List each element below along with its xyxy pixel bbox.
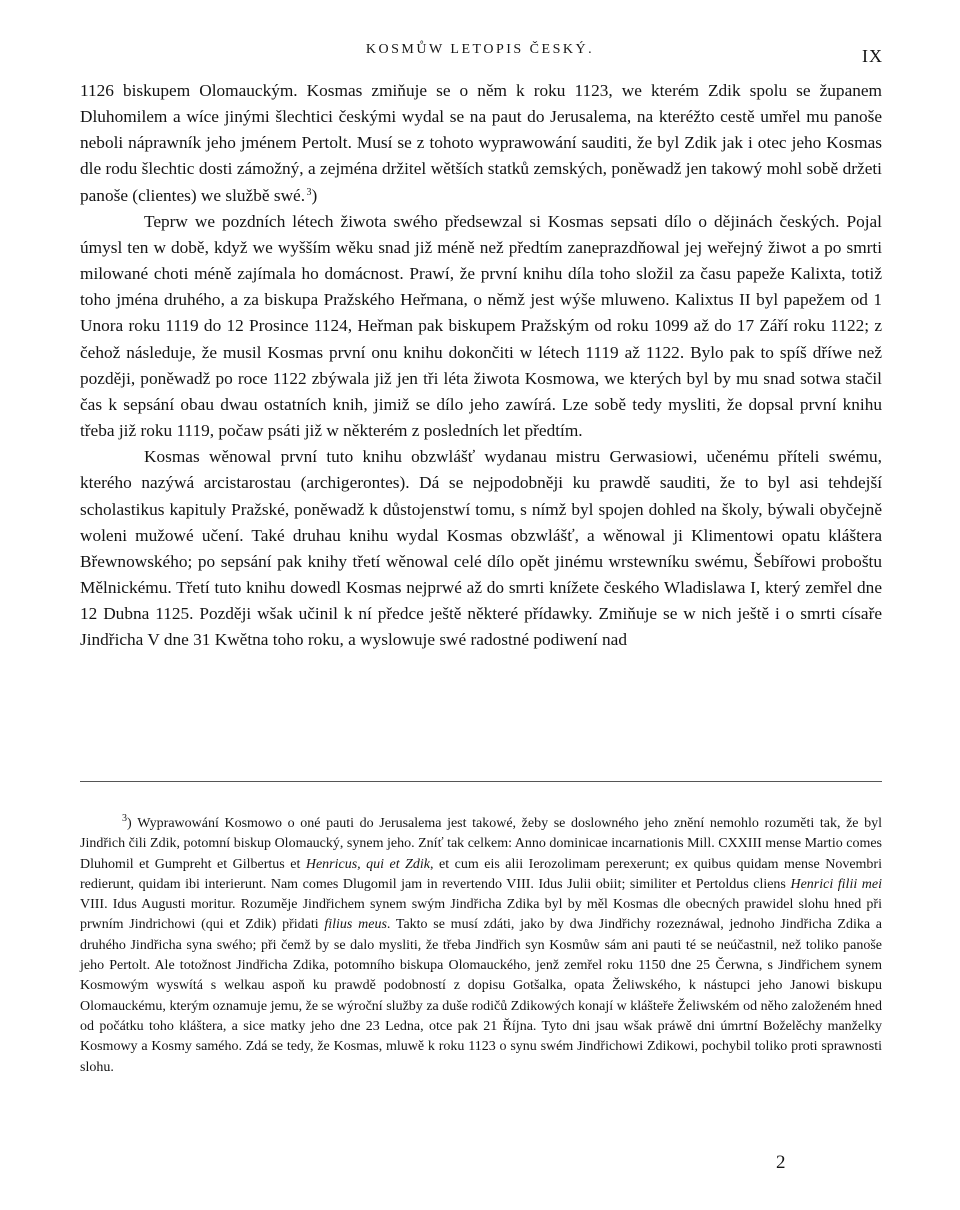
- paragraph-3: Kosmas wěnowal první tuto knihu obzwlášť wydanau mistru Gerwasiowi, učenému příteli swému, kterého nazýwá arcistarostau (archigerontes). Dá se nejpodobněji ku prawdě sauditi, že to byl asi tehdejší scholastikus kapituly Pražské, poněwadž k důstojenstwí tomu, s nímž byl spojen dohled na školy, býwali obyčejně woleni mužowé učení. Také druhau knihu wydal Kosmas obzwlášť, a wěnowal ji Klimentowi opatu kláštera Břewnowského; po sepsání pak knihy třetí wěnowal celé dílo opět jinému wrstewníku swému, Šebířowi proboštu Mělnickému. Třetí tuto knihu dowedl Kosmas nejprwé až do smrti knížete českého Wladislawa I, který zemřel dne 12 Dubna 1125. Později wšak učinil k ní předce ještě některé přídawky. Zmiňuje se w nich ještě i o smrti císaře Jindřicha V dne 31 Kwětna toho roku, a wyslowuje swé radostné podiwení nad: [80, 447, 882, 650]
- footnote-marker: 3: [122, 813, 127, 824]
- footnote-text-1: Wyprawowání Kosmowo o oné pauti do Jerusalema jest takowé, žeby se doslowného jeho znění nemohlo rozuměti tak, že byl Jindřich čili Zdik, potomní biskup Olomaucký, synem jeho. Zníť tak celkem: Anno dominicae incarnationis Mill. CXXIII mense Martio comes Dluhomil et Gumpreht et Gilbertus et: [80, 816, 882, 872]
- running-head: [0, 38, 960, 68]
- footnote-text-4: . Takto se musí zdáti, jako by dwa Jindřichy rozeznáwal, jednoho Jindřicha Zdika a druhého Jindřicha syna swého; při čemž by se dalo mysliti, že třeba Jindřich syn Kosmůw sám ani pauti té se neúčastnil, než toliko panoše jeho Pertolt. Ale totožnost Jindřicha Zdika, potomního biskupa Olomauckého, jenž zemřel roku 1150 dne 25 Čerwna, s Jindřichem synem Kosmowým wyswítá s welkau aspoň ku prawdě podobností z dopisu Gotšalka, opata Želiwského, k nástupci jeho Janowi biskupu Olomauckému, kterým oznamuje jemu, že se wýroční služby za duše rodičů Zdikowých konají w klášteře Želiwském od něho založeném hned od počátku toho kláštera, a sice matky jeho dne 23 Ledna, otce pak 21 Října. Tyto dni jsau wšak práwě dni úmrtní Boželěchy manželky Kosmowy a Kosmy samého. Zdá se tedy, že Kosmas, mluwě k roku 1123 o synu swém Jindřichowi Zdikowi, pochybil toliko proti sprawnosti slohu.: [80, 917, 883, 1075]
- footnote-italic-henrici-filii: Henrici filii mei: [790, 876, 882, 892]
- footnote-3: [80, 814, 882, 1078]
- footnote-reference-number: 3: [306, 186, 312, 198]
- running-title: KOSMŮW LETOPIS ČESKÝ.: [365, 42, 595, 57]
- footnote-text-2: , et cum eis alii Ierozolimam perexerunt; ex quibus quidam mense Novembri redierunt, quidam ibi interierunt. Nam comes Dlugomil jam in revertendo VIII. Idus Julii obiit; similiter et Pertoldus cliens: [80, 856, 882, 892]
- footnote-text-3: VIII. Idus Augusti moritur. Rozuměje Jindřichem synem swým Jindřicha Zdika byl by měl Kosmas dle obecných prawidel slohu hned při prwním Jindrichowi (qui et Zdik) přidati: [80, 897, 882, 933]
- paragraph-1: [80, 78, 882, 209]
- folio-number: 2: [776, 1152, 786, 1173]
- footnote-reference-paren: ): [311, 185, 318, 205]
- paragraph-1-text: 1126 biskupem Olomauckým. Kosmas zmiňuje se o něm k roku 1123, we kterém Zdik spolu se županem Dluhomilem a wíce jinými šlechtici českými wydal se na paut do Jerusalema, na kteréžto cestě umřel mu panoše neboli náprawník jeho jménem Pertolt. Musí se z tohoto wyprawowání sauditi, že byl Zdik jak i otec jeho Kosmas dle rodu šlechtic dosti zámožný, a zejména držitel wětších statků zemských, poněwadž jen takowý mohl sobě držeti panoše (clientes) we službě swé.: [80, 81, 882, 205]
- footnote-italic-filius-meus: filius meus: [324, 917, 387, 933]
- footnote-separator: [80, 781, 882, 782]
- page-number-roman: IX: [862, 46, 883, 66]
- footnote-italic-henricus: Henricus, qui et Zdik: [305, 856, 431, 872]
- main-text: [80, 78, 882, 653]
- footnote-paragraph: [80, 814, 882, 1078]
- paragraph-2: Teprw we pozdních létech žiwota swého předsewzal si Kosmas sepsati dílo o dějinách českých. Pojal úmysl ten w době, když we wyšším wěku snad již méně než předtím zaneprazdňowal jej weřejný žiwot a po smrti milowané choti méně zajímala ho domácnost. Prawí, že první knihu díla toho složil za času papeže Kalixta, totiž toho jména druhého, a za biskupa Pražského Heřmana, o němž jest wýše mluweno. Kalixtus II byl papežem od 1 Unora roku 1119 do 12 Prosince 1124, Heřman pak biskupem Pražským od roku 1099 až do 17 Září roku 1122; z čehož následuje, že musil Kosmas první onu knihu dokončiti w létech 1119 až 1122. Bylo pak to spíš dříwe než později, poněwadž po roce 1122 zbýwala již jen tři léta žiwota Kosmowa, we kterých byl by mu snad sotwa stačil čas k sepsání obau dwau ostatních knih, jimiž se dílo jeho zawírá. Lze sobě tedy mysliti, že dopsal první knihu třeba již roku 1119, počaw psáti již w některém z posledních let předtím.: [80, 211, 882, 441]
- footnote-marker-paren: ): [127, 816, 132, 831]
